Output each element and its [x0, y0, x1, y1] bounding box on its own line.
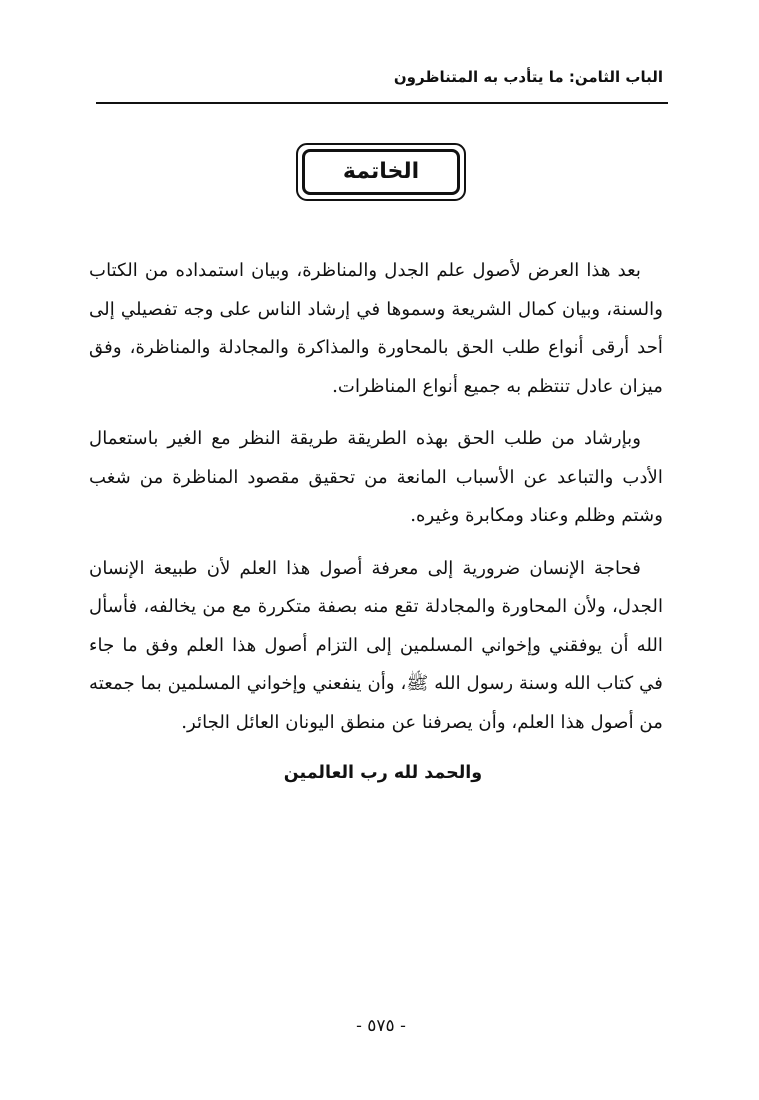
- section-title-frame: [296, 143, 466, 201]
- section-title: الخاتمة: [342, 159, 420, 184]
- body-text: [89, 252, 663, 756]
- header-rule: [96, 102, 668, 104]
- paragraph: فحاجة الإنسان ضرورية إلى معرفة أصول هذا العلم لأن طبيعة الإنسان الجدل، ولأن المحاورة والمجادلة تقع منه بصفة متكررة مع من يخالفه، فأسأل الله أن يوفقني وإخواني المسلمين إلى التزام أصول هذا العلم وفق ما جاء في كتاب الله وسنة رسول الله ﷺ، وأن ينفعني وإخواني المسلمين بما جمعته من أصول هذا العلم، وأن يصرفنا عن منطق اليونان العائل الجائر.: [89, 557, 663, 733]
- page-number: - ٥٧٥ -: [356, 1016, 406, 1036]
- section-title-inner-frame: [302, 149, 460, 195]
- paragraph: بعد هذا العرض لأصول علم الجدل والمناظرة، وبيان استمداده من الكتاب والسنة، وبيان كمال الشريعة وسموها في إرشاد الناس على وجه تفصيلي إلى أحد أرقى أنواع طلب الحق بالمحاورة والمذاكرة والمجادلة والمناظرة، وفق ميزان عادل تنتظم به جميع أنواع المناظرات.: [89, 260, 663, 397]
- closing-line: والحمد لله رب العالمين: [283, 763, 483, 783]
- paragraph: وبإرشاد من طلب الحق بهذه الطريقة طريقة النظر مع الغير باستعمال الأدب والتباعد عن الأسباب المانعة من تحقيق مقصود المناظرة من شغب وشتم وظلم وعناد ومكابرة وغيره.: [89, 428, 663, 526]
- running-header: الباب الثامن: ما يتأدب به المتناظرون: [393, 68, 663, 86]
